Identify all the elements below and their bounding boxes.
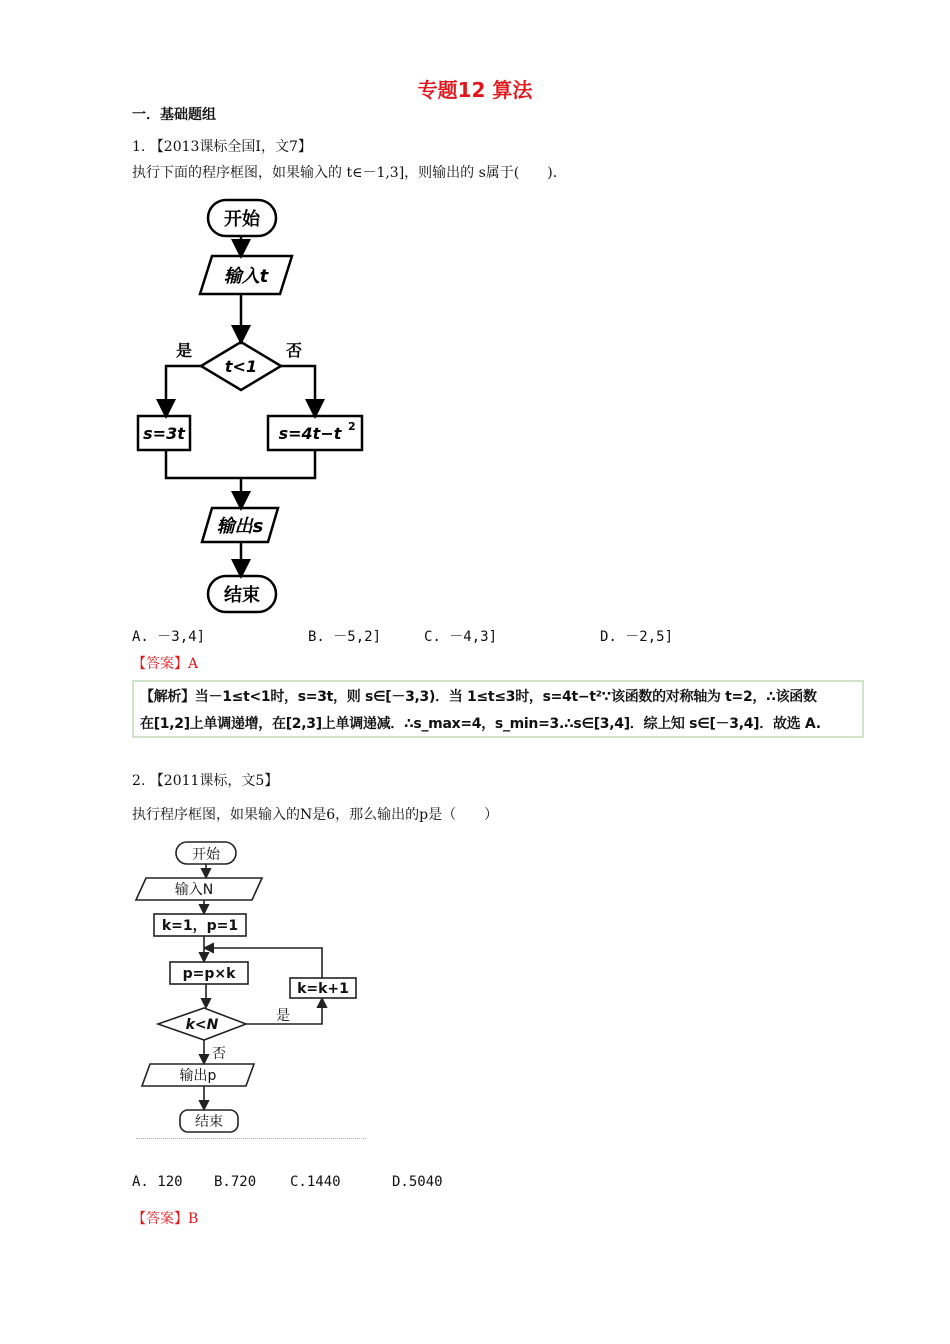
q2-flowchart [132,838,372,1138]
page-title: 专题12 算法 [417,78,533,102]
answer-label: 【答案】 [132,656,188,672]
q1-stem: 执行下面的程序框图，如果输入的 t∈－1,3]，则输出的 s属于( )． [132,165,567,181]
q2-yes-label: 是 [276,1008,290,1024]
q1-analysis-box [132,680,864,738]
q2-inc-label: k=k+1 [297,981,349,997]
q1-answer [132,653,198,673]
analysis-line-2: 在[1,2]上单调递增，在[2,3]上单调递减．∴s_max=4，s_min=3.∴s∈[3,4]．综上知 s∈[－3,4]．故选 A. [140,716,821,732]
yes-label: 是 [176,341,193,360]
q2-answer-value: B [188,1211,199,1227]
right-box-exponent: 2 [348,420,356,433]
q2-body-label: p=p×k [182,966,236,982]
end-label: 结束 [224,585,260,606]
q2-stem: 执行程序框图，如果输入的N是6，那么输出的p是（ ） [132,807,499,823]
output-label: 输出s [216,516,264,537]
input-label: 输入t [223,266,269,287]
q2-init-label: k=1，p=1 [161,918,239,934]
q2-option-c: C.1440 [290,1174,341,1190]
divider-dots [136,1138,366,1139]
q2-condition-label: k<N [185,1017,219,1033]
section-heading: 一．基础题组 [132,107,216,123]
q2-start-label: 开始 [192,847,220,863]
answer-value: A [188,656,199,672]
q1-option-a: A. －3,4] [132,629,206,645]
condition-label: t<1 [224,357,258,376]
q2-answer [132,1208,198,1228]
q1-option-b: B. －5,2] [308,629,382,645]
q2-no-label: 否 [212,1046,226,1062]
q1-flowchart [130,196,370,621]
q2-end-label: 结束 [195,1114,223,1130]
analysis-line-1: 【解析】当－1≤t<1时，s=3t，则 s∈[－3,3)．当 1≤t≤3时，s=4t−t²∵该函数的对称轴为 t=2，∴该函数 [140,689,817,705]
q1-option-d: D. －2,5] [600,629,674,645]
q1-option-c: C. －4,3] [424,629,498,645]
right-box-label: s=4t−t [278,424,342,443]
q2-option-a: A. 120 [132,1174,183,1190]
q2-option-d: D.5040 [392,1174,443,1190]
q2-input-label: 输入N [174,882,214,898]
start-label: 开始 [224,209,260,230]
q2-option-b: B.720 [214,1174,257,1190]
no-label: 否 [286,341,303,360]
left-box-label: s=3t [143,424,185,443]
q2-header: 2. 【2011课标，文5】 [132,773,279,789]
q1-header: 1. 【2013课标全国Ⅰ，文7】 [132,139,312,155]
q2-output-label: 输出p [179,1068,217,1084]
q2-answer-label: 【答案】 [132,1211,188,1227]
